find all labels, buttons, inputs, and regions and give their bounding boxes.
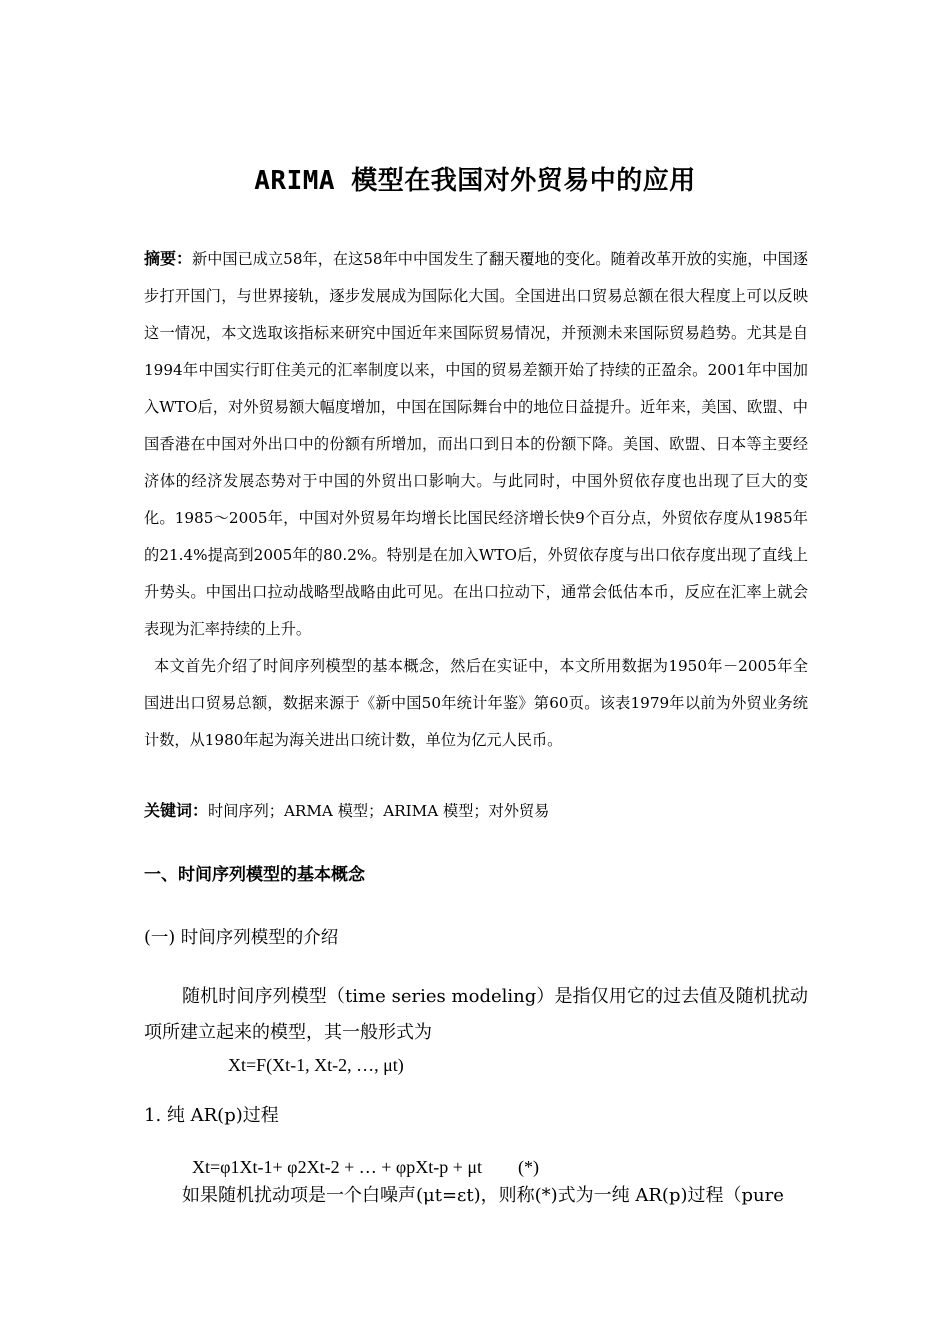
keywords-label: 关键词： — [144, 801, 209, 820]
ar-formula: Xt=φ1Xt-1+ φ2Xt-2 + … + φpXt-p + μt (*) — [192, 1157, 540, 1177]
abstract-text-1: 新中国已成立58年，在这58年中中国发生了翻天覆地的变化。随着改革开放的实施，中国逐步打开国门，与世界接轨，逐步发展成为国际化大国。全国进出口贸易总额在很大程度上可以反映这一情况，本文选取该指标来研究中国近年来国际贸易情况，并预测未来国际贸易趋势。尤其是自1994年中国实行盯住美元的汇率制度以来，中国的贸易差额开始了持续的正盈余。2001年中国加入WTO后，对外贸易额大幅度增加，中国在国际舞台中的地位日益提升。近年来，美国、欧盟、中国香港在中国对外出口中的份额有所增加，而出口到日本的份额下降。美国、欧盟、日本等主要经济体的经济发展态势对于中国的外贸出口影响大。与此同时，中国外贸依存度也出现了巨大的变化。1985～2005年，中国对外贸易年均增长比国民经济增长快9个百分点，外贸依存度从1985年的21.4%提高到2005年的80.2%。特别是在加入WTO后，外贸依存度与出口依存度出现了直线上升势头。中国出口拉动战略型战略由此可见。在出口拉动下，通常会低估本币，反应在汇率上就会表现为汇率持续的上升。 — [144, 250, 808, 638]
ar-description-line: 如果随机扰动项是一个白噪声(μt=εt)，则称(*)式为一纯 AR(p)过程（pure — [182, 1185, 784, 1206]
abstract-paragraph-2: 本文首先介绍了时间序列模型的基本概念，然后在实证中，本文所用数据为1950年－2005年全国进出口贸易总额，数据来源于《新中国50年统计年鉴》第60页。该表1979年以前为外贸业务统计数，从1980年起为海关进出口统计数，单位为亿元人民币。 — [144, 657, 808, 749]
subsection-heading: (一) 时间序列模型的介绍 — [144, 928, 339, 948]
abstract — [144, 240, 808, 759]
document-title: ARIMA 模型在我国对外贸易中的应用 — [254, 166, 696, 196]
body-paragraph — [144, 979, 808, 1051]
section-heading: 一、时间序列模型的基本概念 — [144, 865, 365, 885]
abstract-paragraph-1 — [144, 240, 808, 648]
keywords-text: 时间序列；ARMA 模型；ARIMA 模型；对外贸易 — [208, 802, 550, 820]
body-text: 随机时间序列模型（time series modeling）是指仅用它的过去值及随机扰动项所建立起来的模型，其一般形式为 — [144, 986, 808, 1043]
ar-process-title: 1. 纯 AR(p)过程 — [144, 1105, 279, 1126]
general-form-formula: Xt=F(Xt-1, Xt-2, …, μt) — [228, 1055, 404, 1075]
abstract-label: 摘要： — [144, 249, 193, 268]
keywords — [144, 797, 808, 825]
